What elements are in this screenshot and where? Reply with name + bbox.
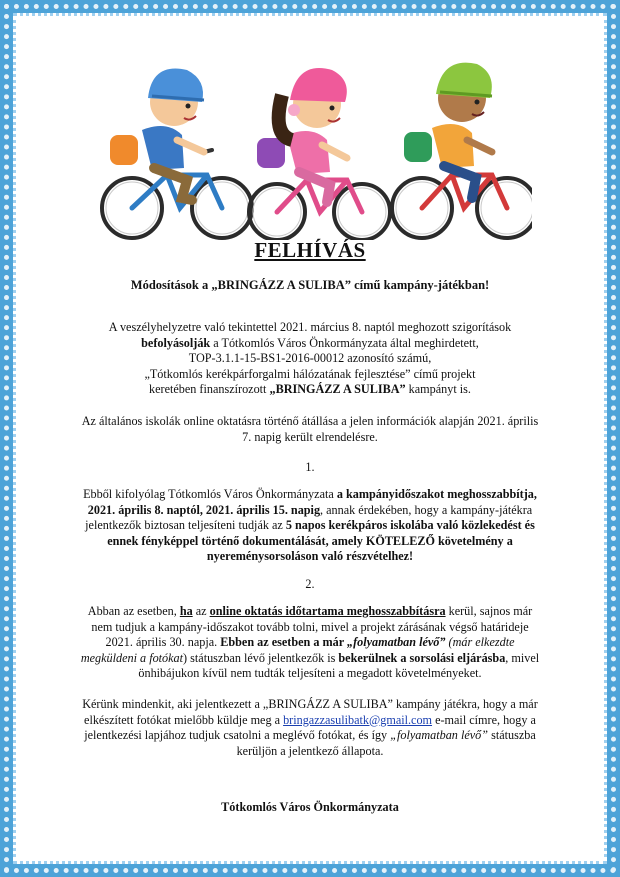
children-cycling-illustration [92, 40, 532, 240]
page-title: FELHÍVÁS [254, 238, 366, 262]
signature: Tótkomlós Város Önkormányzata [221, 800, 399, 814]
photo-request-paragraph: Kérünk mindenkit, aki jelentkezett a „BRINGÁZZ A SULIBA” kampány játékra, hogy a már elkészített fotókat mielőbb küldje meg a bringazzasulibatk@gmail.com e-mail címre, hogy a jelentkezési lapjához tudjuk csatolni a meglévő fotókat, és így „folyamatban lévő” státuszba kerüljön a jelentkező állapota. [82, 697, 538, 758]
section-number-2: 2. [305, 577, 315, 591]
section-number-1: 1. [305, 460, 315, 474]
extension-paragraph: Ebből kifolyólag Tótkomlós Város Önkormányzata a kampányidőszakot meghosszabbítja, 2021. április 8. naptól, 2021. április 15. napig, annak érdekében, hogy a kampány-játékra jelentkezők biztosan teljesíteni tudják az 5 napos kerékpáros iskolába való közlekedést és ennek fényképpel történő dokumentálását, amely KÖTELEZŐ követelmény a nyereménysorsoláson való részvételhez! [83, 487, 537, 564]
school-closure-paragraph: Az általános iskolák online oktatásra történő átállása a jelen információk alapján 2021. április 7. napig került elrendelésre. [81, 414, 539, 444]
cyclist-right [392, 63, 532, 238]
cyclist-left [102, 69, 252, 238]
online-education-paragraph: Abban az esetben, ha az online oktatás időtartama meghosszabbításra kerül, sajnos már nem tudjuk a kampány-időszakot tovább tolni, mivel a projekt zárásának végső határideje 2021. április 30. napja. Ebben az esetben a már „folyamatban lévő” (már elkezdte megküldeni a fotókat) státuszban lévő jelentkezők is bekerülnek a sorsolási eljárásba, mivel önhibájukon kívül nem tudták teljesíteni a megadott követelményeket. [80, 604, 540, 681]
subtitle: Módosítások a „BRINGÁZZ A SULIBA” című kampány-játékban! [130, 278, 490, 292]
intro-paragraph: A veszélyhelyzetre való tekintettel 2021. március 8. naptól meghozott szigorítások befolyásolják a Tótkomlós Város Önkormányzata által meghirdetett, TOP-3.1.1-15-BS1-2016-00012 azonosító számú, „Tótkomlós kerékpárforgalmi hálózatának fejlesztése” című projekt keretében finanszírozott „BRINGÁZZ A SULIBA” kampányt is. [108, 320, 512, 397]
cyclist-middle [249, 68, 390, 240]
email-link[interactable]: bringazzasulibatk@gmail.com [283, 712, 433, 727]
